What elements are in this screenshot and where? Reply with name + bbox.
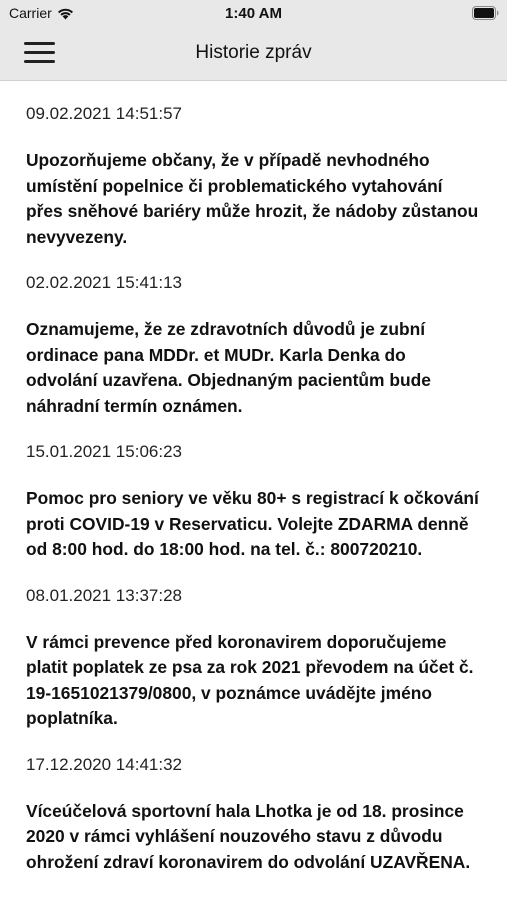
message-date: 08.01.2021 13:37:28 [26,585,182,605]
message-date: 02.02.2021 15:41:13 [26,273,182,292]
message-item [0,563,507,732]
message-text: Pomoc pro seniory ve věku 80+ s registrací k očkování proti COVID-19 v Reservaticu. Volejte ZDARMA denně od 8:00 hod. do 18:00 hod. na tel. č.: 800720210. [26,488,479,559]
status-time: 1:40 AM [225,5,282,22]
message-date: 15.01.2021 15:06:23 [26,442,182,461]
page-title: Historie zpráv [195,42,312,63]
message-text: Upozorňujeme občany, že v případě nevhodného umístění popelnice či problematického vytahování přes sněhové bariéry může hrozit, že nádoby zůstanou nevyvezeny. [26,150,479,247]
message-list[interactable] [0,81,507,900]
message-item [0,250,507,419]
message-date: 17.12.2020 14:41:32 [26,754,182,774]
status-bar [0,0,507,28]
message-item [0,732,507,876]
navigation-bar [0,28,507,81]
battery-icon [472,6,499,20]
message-item [0,81,507,250]
carrier-label: Carrier [9,5,52,21]
message-item [0,419,507,563]
message-text: Oznamujeme, že ze zdravotních důvodů je zubní ordinace pana MDDr. et MUDr. Karla Denka do odvolání uzavřena. Objednaným pacientům bude náhradní termín oznámen. [26,319,431,416]
message-text: V rámci prevence před koronavirem doporučujeme platit poplatek ze psa za rok 2021 převodem na účet č. 19-1651021379/0800, v poznámce uvádějte jméno poplatníka. [26,631,474,728]
message-date: 09.02.2021 14:51:57 [26,104,182,123]
message-text: Víceúčelová sportovní hala Lhotka je od 18. prosince 2020 v rámci vyhlášení nouzového stavu z důvodu ohrožení zdraví koronavirem do odvolání UZAVŘENA. [26,800,471,872]
